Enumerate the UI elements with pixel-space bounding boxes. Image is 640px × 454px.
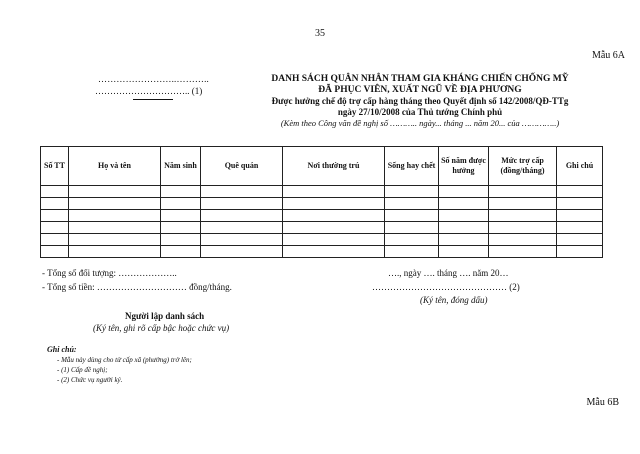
- signer-note: (Ký tên, đóng dấu): [420, 295, 488, 305]
- date-line: …., ngày …. tháng …. năm 20…: [388, 268, 509, 278]
- table-cell: [557, 198, 603, 210]
- table-cell: [489, 210, 557, 222]
- table-cell: [283, 234, 385, 246]
- column-header-notes: Ghi chú: [557, 147, 603, 186]
- table-cell: [439, 186, 489, 198]
- table-cell: [489, 198, 557, 210]
- document-title-line-2: ĐÃ PHỤC VIÊN, XUẤT NGŨ VỀ ĐỊA PHƯƠNG: [318, 85, 522, 95]
- table-cell: [283, 210, 385, 222]
- table-cell: [385, 198, 439, 210]
- form-code-bottom: Mẫu 6B: [586, 397, 619, 408]
- table-cell: [557, 222, 603, 234]
- table-cell: [283, 198, 385, 210]
- table-cell: [385, 210, 439, 222]
- table-cell: [385, 222, 439, 234]
- preparer-title: Người lập danh sách: [125, 311, 205, 321]
- document-subtitle-line-2: ngày 27/10/2008 của Thủ tướng Chính phủ: [337, 107, 503, 117]
- table-cell: [69, 210, 161, 222]
- column-header-residence: Nơi thường trú: [283, 147, 385, 186]
- table-row: [41, 186, 603, 198]
- note-item: - (1) Cấp đề nghị;: [57, 366, 108, 374]
- issuing-agency-line: ……………………..………..: [98, 74, 209, 84]
- table-cell: [41, 210, 69, 222]
- table-row: [41, 222, 603, 234]
- total-people-field: - Tổng số đối tượng: ………………..: [42, 268, 177, 278]
- column-header-allowance: Mức trợ cấp (đồng/tháng): [489, 147, 557, 186]
- preparer-note: (Ký tên, ghi rõ cấp bậc hoặc chức vụ): [93, 323, 230, 333]
- page-number: 35: [315, 28, 325, 39]
- table-cell: [41, 186, 69, 198]
- table-cell: [283, 222, 385, 234]
- table-cell: [69, 198, 161, 210]
- table-body: [41, 186, 603, 258]
- table-cell: [41, 246, 69, 258]
- table-cell: [41, 222, 69, 234]
- table-cell: [161, 186, 201, 198]
- table-cell: [385, 234, 439, 246]
- table-cell: [69, 222, 161, 234]
- table-row: [41, 234, 603, 246]
- table-cell: [201, 186, 283, 198]
- table-cell: [69, 234, 161, 246]
- table-cell: [439, 234, 489, 246]
- table-cell: [201, 222, 283, 234]
- total-money-field: - Tổng số tiền: ………………………… đồng/tháng.: [42, 282, 232, 292]
- note-item: - (2) Chức vụ người ký.: [57, 376, 123, 384]
- form-code-top: Mẫu 6A: [591, 50, 625, 61]
- table-row: [41, 210, 603, 222]
- column-header-hometown: Quê quán: [201, 147, 283, 186]
- table-cell: [439, 198, 489, 210]
- table-cell: [283, 186, 385, 198]
- table-cell: [489, 234, 557, 246]
- table-header-row: [41, 147, 603, 186]
- table-cell: [41, 234, 69, 246]
- table-cell: [201, 198, 283, 210]
- table-cell: [439, 222, 489, 234]
- table-cell: [557, 210, 603, 222]
- table-cell: [557, 186, 603, 198]
- table-cell: [69, 246, 161, 258]
- column-header-name: Họ và tên: [69, 147, 161, 186]
- table-cell: [161, 198, 201, 210]
- table-row: [41, 198, 603, 210]
- table-cell: [439, 246, 489, 258]
- table-cell: [283, 246, 385, 258]
- table-cell: [161, 210, 201, 222]
- note-item: - Mẫu này dùng cho từ cấp xã (phường) trở lên;: [57, 356, 192, 364]
- table-cell: [489, 246, 557, 258]
- requesting-level-line: ………………………….. (1): [95, 86, 203, 96]
- table-cell: [439, 210, 489, 222]
- table-cell: [69, 186, 161, 198]
- table-cell: [489, 222, 557, 234]
- table-cell: [201, 246, 283, 258]
- header-divider: [133, 99, 173, 100]
- table-cell: [201, 234, 283, 246]
- notes-heading: Ghi chú:: [47, 345, 77, 354]
- table-cell: [385, 246, 439, 258]
- table-cell: [557, 234, 603, 246]
- attachment-reference: (Kèm theo Công văn đề nghị số ……….. ngày... tháng ... năm 20... của …………..): [280, 118, 560, 128]
- column-header-years: Số năm được hưởng: [439, 147, 489, 186]
- table-cell: [161, 222, 201, 234]
- table-cell: [161, 234, 201, 246]
- table-cell: [161, 246, 201, 258]
- table-cell: [489, 186, 557, 198]
- table-cell: [41, 198, 69, 210]
- document-title: DANH SÁCH QUÂN NHÂN THAM GIA KHÁNG CHIẾN CHỐNG MỸ: [271, 74, 569, 84]
- beneficiary-table: [40, 146, 603, 258]
- column-header-alive-status: Sống hay chết: [385, 147, 439, 186]
- column-header-index: Số TT: [41, 147, 69, 186]
- signer-line: ……………………………………… (2): [372, 282, 520, 292]
- document-subtitle: Được hưởng chế độ trợ cấp hàng tháng theo Quyết định số 142/2008/QĐ-TTg: [271, 96, 569, 106]
- table-cell: [201, 210, 283, 222]
- table-cell: [557, 246, 603, 258]
- table-cell: [385, 186, 439, 198]
- table-row: [41, 246, 603, 258]
- column-header-birth-year: Năm sinh: [161, 147, 201, 186]
